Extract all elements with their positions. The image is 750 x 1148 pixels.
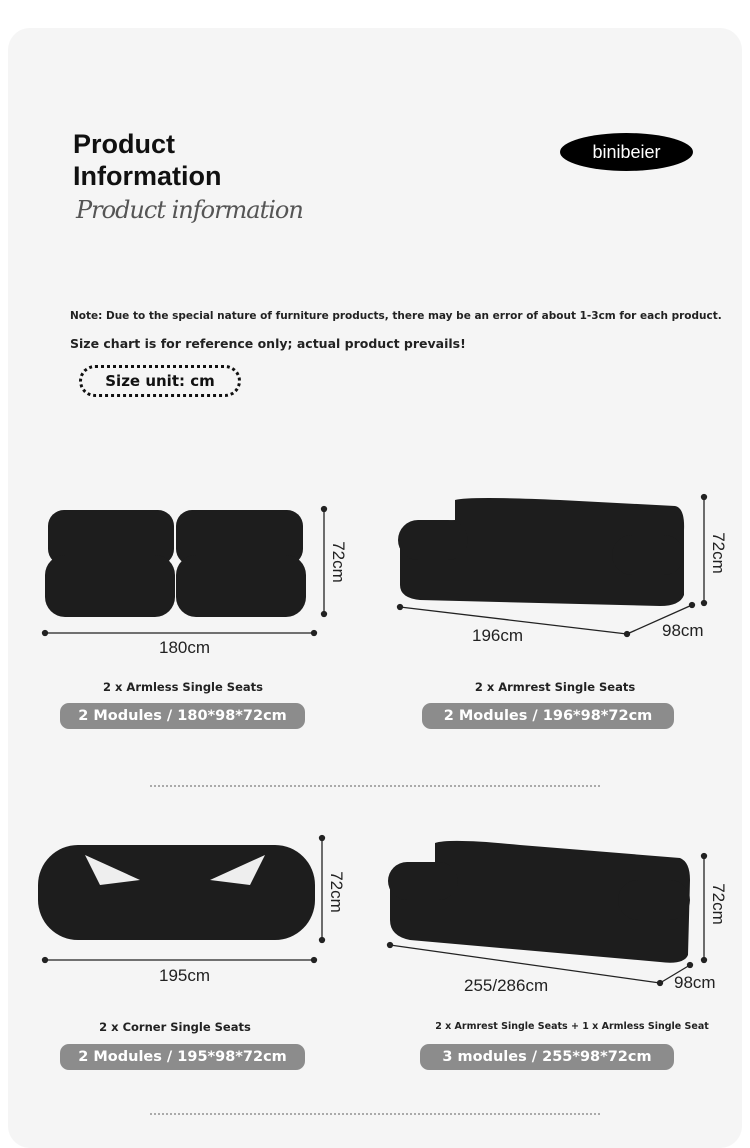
sofa-armless-image [45, 510, 306, 617]
height-label: 72cm [328, 541, 348, 583]
width-label: 180cm [159, 638, 211, 657]
sofa-armrest-image [398, 498, 684, 606]
width-label: 195cm [159, 966, 211, 985]
product-spec-pill: 2 Modules / 196*98*72cm [422, 703, 674, 729]
width-label: 255/286cm [464, 976, 549, 995]
title-line-1: Product [73, 129, 176, 159]
product-caption: 2 x Armrest Single Seats [474, 680, 636, 694]
script-subtitle: Product information [76, 196, 303, 224]
height-label: 72cm [708, 883, 728, 925]
sofa-three-seat-image [388, 841, 690, 963]
error-note: Note: Due to the special nature of furniture products, there may be an error of about 1-3cm for each product. [70, 310, 722, 322]
depth-label: 98cm [674, 973, 716, 992]
size-unit-badge: Size unit: cm [79, 365, 241, 397]
product-caption: 2 x Armless Single Seats [103, 680, 263, 694]
width-label: 196cm [472, 626, 524, 645]
depth-label: 98cm [662, 621, 704, 640]
brand-logo: binibeier [560, 133, 693, 171]
height-label: 72cm [326, 871, 346, 913]
product-caption: 2 x Corner Single Seats [99, 1020, 251, 1034]
divider [150, 1113, 600, 1115]
sofa-corner-image [38, 845, 315, 940]
product-spec-pill: 3 modules / 255*98*72cm [420, 1044, 674, 1070]
product-spec-pill: 2 Modules / 180*98*72cm [60, 703, 305, 729]
title-line-2: Information [73, 161, 222, 191]
divider [150, 785, 600, 787]
product-caption: 2 x Armrest Single Seats + 1 x Armless Single Seat [435, 1021, 709, 1032]
height-label: 72cm [708, 532, 728, 574]
product-spec-pill: 2 Modules / 195*98*72cm [60, 1044, 305, 1070]
reference-note: Size chart is for reference only; actual product prevails! [70, 336, 466, 351]
